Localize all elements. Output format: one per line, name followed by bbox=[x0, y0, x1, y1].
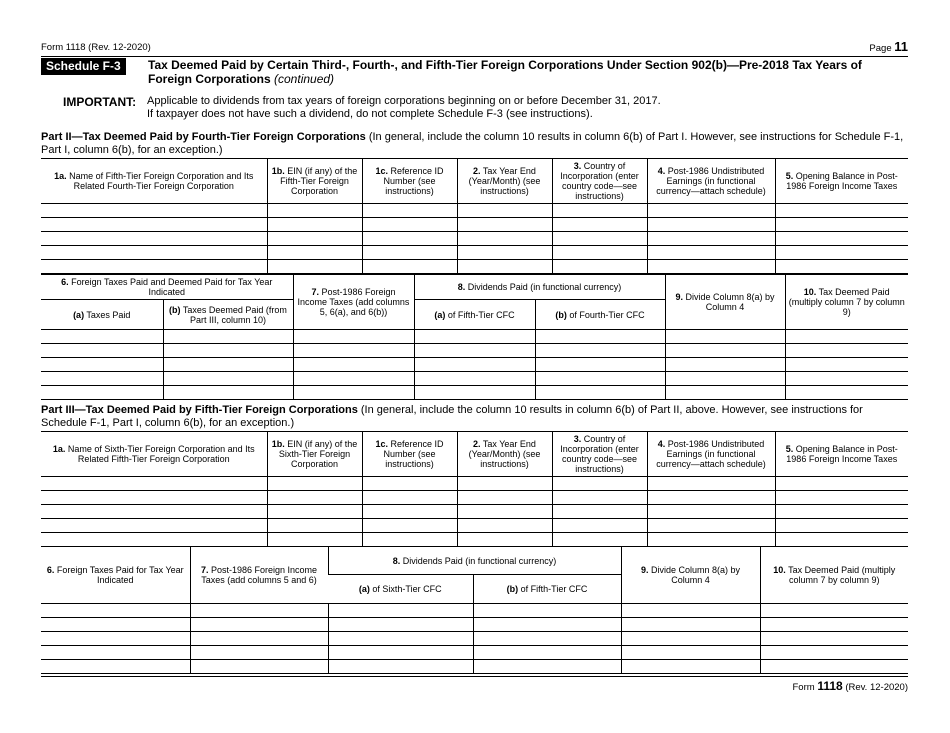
input-cell[interactable] bbox=[41, 660, 190, 674]
input-cell[interactable] bbox=[647, 218, 775, 232]
part2-heading bbox=[41, 131, 908, 157]
input-cell[interactable] bbox=[362, 218, 457, 232]
input-cell[interactable] bbox=[775, 218, 908, 232]
input-cell[interactable] bbox=[362, 519, 457, 533]
input-cell[interactable] bbox=[552, 232, 647, 246]
input-cell[interactable] bbox=[41, 246, 267, 260]
table-row bbox=[41, 358, 908, 372]
p2-col-6a-header: (a) Taxes Paid bbox=[41, 300, 163, 330]
p3-col-8b-header: (b) of Fifth-Tier CFC bbox=[473, 575, 621, 604]
p2-col-8b-header: (b) of Fourth-Tier CFC bbox=[535, 300, 665, 330]
p2-col-7-header: 7. Post-1986 Foreign Income Taxes (add columns 5, 6(a), and 6(b)) bbox=[293, 275, 414, 330]
input-cell[interactable] bbox=[775, 519, 908, 533]
footer-suffix: (Rev. 12-2020) bbox=[842, 682, 908, 693]
input-cell[interactable] bbox=[647, 477, 775, 491]
input-cell[interactable] bbox=[414, 344, 535, 358]
input-cell[interactable] bbox=[473, 646, 621, 660]
input-cell[interactable] bbox=[362, 204, 457, 218]
table-row bbox=[41, 604, 908, 618]
input-cell[interactable] bbox=[41, 330, 163, 344]
input-cell[interactable] bbox=[41, 604, 190, 618]
table-row bbox=[41, 330, 908, 344]
important-text bbox=[147, 95, 907, 121]
input-cell[interactable] bbox=[163, 344, 293, 358]
part2-top-table bbox=[41, 158, 908, 274]
important-label: IMPORTANT: bbox=[63, 95, 137, 109]
input-cell[interactable] bbox=[457, 232, 552, 246]
footer-prefix: Form bbox=[792, 682, 818, 693]
input-cell[interactable] bbox=[760, 660, 908, 674]
input-cell[interactable] bbox=[647, 533, 775, 547]
input-cell[interactable] bbox=[785, 358, 908, 372]
input-cell[interactable] bbox=[473, 632, 621, 646]
input-cell[interactable] bbox=[775, 491, 908, 505]
input-cell[interactable] bbox=[41, 519, 267, 533]
input-cell[interactable] bbox=[163, 386, 293, 400]
input-cell[interactable] bbox=[535, 358, 665, 372]
input-cell[interactable] bbox=[552, 491, 647, 505]
input-cell[interactable] bbox=[41, 632, 190, 646]
input-cell[interactable] bbox=[41, 477, 267, 491]
input-cell[interactable] bbox=[267, 505, 362, 519]
input-cell[interactable] bbox=[647, 519, 775, 533]
input-cell[interactable] bbox=[457, 246, 552, 260]
input-cell[interactable] bbox=[293, 344, 414, 358]
schedule-title-text: Tax Deemed Paid by Certain Third-, Fourth-, and Fifth-Tier Foreign Corporations Under Section 902(b)—Pre-2018 Tax Years of Foreign Corporations bbox=[148, 58, 862, 86]
input-cell[interactable] bbox=[414, 372, 535, 386]
top-rule bbox=[41, 56, 908, 57]
input-cell[interactable] bbox=[41, 344, 163, 358]
table-row bbox=[41, 632, 908, 646]
input-cell[interactable] bbox=[621, 632, 760, 646]
input-cell[interactable] bbox=[473, 660, 621, 674]
table-row bbox=[41, 519, 908, 533]
input-cell[interactable] bbox=[457, 491, 552, 505]
table-row bbox=[41, 505, 908, 519]
input-cell[interactable] bbox=[267, 519, 362, 533]
input-cell[interactable] bbox=[267, 246, 362, 260]
p2-col-8-header: 8. Dividends Paid (in functional currency) bbox=[414, 275, 665, 300]
input-cell[interactable] bbox=[41, 232, 267, 246]
p2-col-6b-header: (b) Taxes Deemed Paid (from Part III, column 10) bbox=[163, 300, 293, 330]
input-cell[interactable] bbox=[785, 372, 908, 386]
input-cell[interactable] bbox=[41, 204, 267, 218]
p3-col-8a-header: (a) of Sixth-Tier CFC bbox=[328, 575, 473, 604]
p2-col-8a-header: (a) of Fifth-Tier CFC bbox=[414, 300, 535, 330]
part3-title: Part III—Tax Deemed Paid by Fifth-Tier Foreign Corporations bbox=[41, 404, 358, 416]
input-cell[interactable] bbox=[665, 386, 785, 400]
p3-col-3-header: 3. Country of Incorporation (enter country code—see instructions) bbox=[552, 432, 647, 477]
input-cell[interactable] bbox=[647, 260, 775, 274]
input-cell[interactable] bbox=[163, 330, 293, 344]
part2-note: (In general, include the column 10 results in column 6(b) of Part I. However, see instructions for Schedule F-1, Part I, column 6(b), for an exception.) bbox=[41, 131, 904, 156]
input-cell[interactable] bbox=[647, 204, 775, 218]
table-row bbox=[41, 204, 908, 218]
input-cell[interactable] bbox=[41, 533, 267, 547]
input-cell[interactable] bbox=[293, 386, 414, 400]
input-cell[interactable] bbox=[267, 218, 362, 232]
p3-col-2-header: 2. Tax Year End (Year/Month) (see instructions) bbox=[457, 432, 552, 477]
input-cell[interactable] bbox=[621, 660, 760, 674]
p3-col-8-header: 8. Dividends Paid (in functional currency) bbox=[328, 547, 621, 575]
input-cell[interactable] bbox=[41, 646, 190, 660]
p3-col-4-header: 4. Post-1986 Undistributed Earnings (in functional currency—attach schedule) bbox=[647, 432, 775, 477]
input-cell[interactable] bbox=[775, 477, 908, 491]
p3-col-6-header: 6. Foreign Taxes Paid for Tax Year Indicated bbox=[41, 547, 190, 604]
input-cell[interactable] bbox=[362, 491, 457, 505]
input-cell[interactable] bbox=[473, 604, 621, 618]
input-cell[interactable] bbox=[785, 386, 908, 400]
input-cell[interactable] bbox=[414, 358, 535, 372]
input-cell[interactable] bbox=[328, 632, 473, 646]
table-row bbox=[41, 218, 908, 232]
input-cell[interactable] bbox=[775, 246, 908, 260]
input-cell[interactable] bbox=[785, 330, 908, 344]
input-cell[interactable] bbox=[362, 533, 457, 547]
input-cell[interactable] bbox=[785, 344, 908, 358]
part2-title: Part II—Tax Deemed Paid by Fourth-Tier Foreign Corporations bbox=[41, 131, 366, 143]
input-cell[interactable] bbox=[665, 358, 785, 372]
input-cell[interactable] bbox=[41, 358, 163, 372]
input-cell[interactable] bbox=[535, 344, 665, 358]
input-cell[interactable] bbox=[760, 646, 908, 660]
input-cell[interactable] bbox=[552, 519, 647, 533]
p2-col-5-header: 5. Opening Balance in Post-1986 Foreign Income Taxes bbox=[775, 159, 908, 204]
input-cell[interactable] bbox=[535, 330, 665, 344]
input-cell[interactable] bbox=[267, 491, 362, 505]
p2-col-9-header: 9. Divide Column 8(a) by Column 4 bbox=[665, 275, 785, 330]
page-label: Page bbox=[869, 43, 892, 54]
input-cell[interactable] bbox=[775, 260, 908, 274]
footer-form-number: 1118 bbox=[817, 679, 843, 693]
part3-heading bbox=[41, 404, 908, 430]
input-cell[interactable] bbox=[457, 204, 552, 218]
p3-col-5-header: 5. Opening Balance in Post-1986 Foreign Income Taxes bbox=[775, 432, 908, 477]
input-cell[interactable] bbox=[267, 204, 362, 218]
input-cell[interactable] bbox=[552, 204, 647, 218]
input-cell[interactable] bbox=[457, 519, 552, 533]
p3-col-1c-header: 1c. Reference ID Number (see instructions) bbox=[362, 432, 457, 477]
input-cell[interactable] bbox=[457, 533, 552, 547]
p2-col-4-header: 4. Post-1986 Undistributed Earnings (in functional currency—attach schedule) bbox=[647, 159, 775, 204]
input-cell[interactable] bbox=[328, 646, 473, 660]
table-row bbox=[41, 477, 908, 491]
input-cell[interactable] bbox=[552, 246, 647, 260]
input-cell[interactable] bbox=[362, 505, 457, 519]
input-cell[interactable] bbox=[535, 386, 665, 400]
input-cell[interactable] bbox=[552, 218, 647, 232]
input-cell[interactable] bbox=[293, 372, 414, 386]
p2-col-2-header: 2. Tax Year End (Year/Month) (see instructions) bbox=[457, 159, 552, 204]
input-cell[interactable] bbox=[621, 604, 760, 618]
input-cell[interactable] bbox=[647, 505, 775, 519]
table-row bbox=[41, 646, 908, 660]
input-cell[interactable] bbox=[775, 505, 908, 519]
input-cell[interactable] bbox=[267, 477, 362, 491]
input-cell[interactable] bbox=[647, 491, 775, 505]
p3-col-7-header: 7. Post-1986 Foreign Income Taxes (add columns 5 and 6) bbox=[190, 547, 328, 604]
input-cell[interactable] bbox=[362, 232, 457, 246]
part3-top-table bbox=[41, 431, 908, 547]
p2-col-3-header: 3. Country of Incorporation (enter country code—see instructions) bbox=[552, 159, 647, 204]
table-row bbox=[41, 491, 908, 505]
input-cell[interactable] bbox=[190, 604, 328, 618]
table-row bbox=[41, 232, 908, 246]
table-row bbox=[41, 660, 908, 674]
input-cell[interactable] bbox=[328, 604, 473, 618]
input-cell[interactable] bbox=[457, 218, 552, 232]
part2-bottom-table bbox=[41, 274, 908, 400]
input-cell[interactable] bbox=[665, 372, 785, 386]
table-row bbox=[41, 344, 908, 358]
input-cell[interactable] bbox=[293, 358, 414, 372]
p3-col-10-header: 10. Tax Deemed Paid (multiply column 7 by column 9) bbox=[760, 547, 908, 604]
input-cell[interactable] bbox=[760, 632, 908, 646]
page-number-value: 11 bbox=[894, 39, 908, 54]
part3-note: (In general, include the column 10 results in column 6(b) of Part II, above. However, see instructions for Schedule F-1, Part I, column 6(b), for an exception.) bbox=[41, 404, 863, 429]
input-cell[interactable] bbox=[362, 246, 457, 260]
input-cell[interactable] bbox=[621, 618, 760, 632]
page-number bbox=[869, 39, 908, 54]
input-cell[interactable] bbox=[293, 330, 414, 344]
input-cell[interactable] bbox=[457, 477, 552, 491]
input-cell[interactable] bbox=[552, 477, 647, 491]
table-row bbox=[41, 386, 908, 400]
input-cell[interactable] bbox=[190, 632, 328, 646]
table-row bbox=[41, 246, 908, 260]
input-cell[interactable] bbox=[457, 505, 552, 519]
important-line-1: Applicable to dividends from tax years of foreign corporations beginning on or before December 31, 2017. bbox=[147, 95, 661, 107]
input-cell[interactable] bbox=[328, 618, 473, 632]
p3-col-9-header: 9. Divide Column 8(a) by Column 4 bbox=[621, 547, 760, 604]
table-row bbox=[41, 372, 908, 386]
input-cell[interactable] bbox=[163, 372, 293, 386]
input-cell[interactable] bbox=[190, 660, 328, 674]
p3-col-1b-header: 1b. EIN (if any) of the Sixth-Tier Foreign Corporation bbox=[267, 432, 362, 477]
input-cell[interactable] bbox=[665, 330, 785, 344]
input-cell[interactable] bbox=[760, 604, 908, 618]
input-cell[interactable] bbox=[621, 646, 760, 660]
input-cell[interactable] bbox=[775, 533, 908, 547]
input-cell[interactable] bbox=[41, 491, 267, 505]
schedule-badge: Schedule F-3 bbox=[41, 58, 126, 75]
table-row bbox=[41, 260, 908, 274]
input-cell[interactable] bbox=[362, 260, 457, 274]
input-cell[interactable] bbox=[665, 344, 785, 358]
table-row bbox=[41, 618, 908, 632]
schedule-title-continued: (continued) bbox=[274, 72, 335, 86]
input-cell[interactable] bbox=[41, 218, 267, 232]
input-cell[interactable] bbox=[414, 330, 535, 344]
footer-form-id bbox=[793, 679, 909, 693]
p3-col-1a-header: 1a. Name of Sixth-Tier Foreign Corporation and Its Related Fifth-Tier Foreign Corporation bbox=[41, 432, 267, 477]
input-cell[interactable] bbox=[535, 372, 665, 386]
input-cell[interactable] bbox=[267, 232, 362, 246]
input-cell[interactable] bbox=[775, 232, 908, 246]
input-cell[interactable] bbox=[552, 533, 647, 547]
p2-col-1b-header: 1b. EIN (if any) of the Fifth-Tier Foreign Corporation bbox=[267, 159, 362, 204]
important-line-2: If taxpayer does not have such a dividend, do not complete Schedule F-3 (see instructions). bbox=[147, 108, 593, 120]
input-cell[interactable] bbox=[41, 372, 163, 386]
input-cell[interactable] bbox=[41, 618, 190, 632]
input-cell[interactable] bbox=[163, 358, 293, 372]
input-cell[interactable] bbox=[267, 260, 362, 274]
input-cell[interactable] bbox=[41, 386, 163, 400]
input-cell[interactable] bbox=[328, 660, 473, 674]
input-cell[interactable] bbox=[414, 386, 535, 400]
input-cell[interactable] bbox=[473, 618, 621, 632]
bottom-rule bbox=[41, 676, 908, 677]
input-cell[interactable] bbox=[552, 260, 647, 274]
form-revision: Form 1118 (Rev. 12-2020) bbox=[41, 42, 151, 53]
input-cell[interactable] bbox=[775, 204, 908, 218]
input-cell[interactable] bbox=[457, 260, 552, 274]
input-cell[interactable] bbox=[190, 618, 328, 632]
input-cell[interactable] bbox=[362, 477, 457, 491]
input-cell[interactable] bbox=[41, 505, 267, 519]
input-cell[interactable] bbox=[552, 505, 647, 519]
part3-bottom-table bbox=[41, 546, 908, 674]
p2-col-1c-header: 1c. Reference ID Number (see instructions) bbox=[362, 159, 457, 204]
input-cell[interactable] bbox=[267, 533, 362, 547]
p2-col-10-header: 10. Tax Deemed Paid (multiply column 7 by column 9) bbox=[785, 275, 908, 330]
table-row bbox=[41, 533, 908, 547]
input-cell[interactable] bbox=[760, 618, 908, 632]
input-cell[interactable] bbox=[647, 232, 775, 246]
input-cell[interactable] bbox=[647, 246, 775, 260]
p2-col-1a-header: 1a. Name of Fifth-Tier Foreign Corporation and Its Related Fourth-Tier Foreign Corporation bbox=[41, 159, 267, 204]
input-cell[interactable] bbox=[41, 260, 267, 274]
input-cell[interactable] bbox=[190, 646, 328, 660]
p2-col-6-header: 6. Foreign Taxes Paid and Deemed Paid for Tax Year Indicated bbox=[41, 275, 293, 300]
schedule-title bbox=[148, 58, 908, 86]
